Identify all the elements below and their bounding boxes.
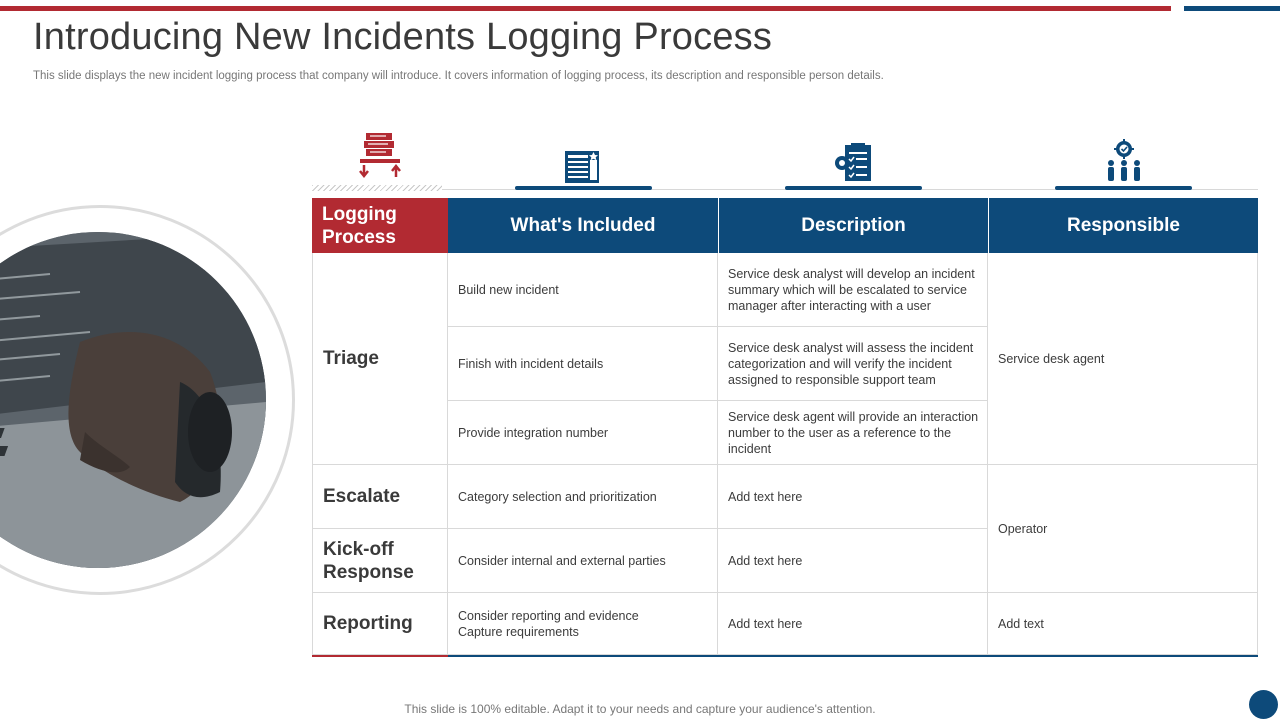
process-column-underline bbox=[312, 185, 442, 191]
header-whats-included: What's Included bbox=[448, 198, 718, 253]
slide-subtitle: This slide displays the new incident logging process that company will introduce. It covers information of logging process, its description and responsible person details. bbox=[33, 70, 884, 82]
top-accent-bar-red bbox=[0, 6, 1171, 11]
team-gear-icon bbox=[1104, 138, 1144, 182]
description-cell: Add text here bbox=[718, 465, 988, 529]
description-column-underline bbox=[785, 186, 922, 190]
top-accent-bar-blue bbox=[1184, 6, 1280, 11]
checklist-board-icon bbox=[563, 148, 601, 186]
responsible-operator: Operator bbox=[988, 465, 1258, 593]
included-cell: Build new incident bbox=[448, 253, 718, 327]
process-escalate: Escalate bbox=[312, 465, 448, 529]
included-cell: Category selection and prioritization bbox=[448, 465, 718, 529]
included-column-underline bbox=[515, 186, 652, 190]
document-stack-icon bbox=[356, 131, 404, 179]
table-bottom-border-blue bbox=[448, 655, 1258, 657]
page-indicator-dot bbox=[1249, 690, 1278, 719]
included-cell: Consider reporting and evidence Capture requirements bbox=[448, 593, 718, 655]
description-cell: Add text here bbox=[718, 529, 988, 593]
included-cell: Finish with incident details bbox=[448, 327, 718, 401]
header-responsible: Responsible bbox=[989, 198, 1258, 253]
table-bottom-border-red bbox=[312, 655, 448, 657]
process-triage: Triage bbox=[312, 253, 448, 465]
description-cell: Add text here bbox=[718, 593, 988, 655]
header-description: Description bbox=[719, 198, 988, 253]
responsible-reporting: Add text bbox=[988, 593, 1258, 655]
header-logging-process: Logging Process bbox=[312, 198, 448, 253]
clipboard-gear-icon bbox=[833, 142, 875, 184]
description-cell: Service desk analyst will assess the incident categorization and will verify the incident assigned to responsible support team bbox=[718, 327, 988, 401]
slide-title: Introducing New Incidents Logging Process bbox=[33, 16, 773, 58]
slide-footer-note: This slide is 100% editable. Adapt it to your needs and capture your audience's attention. bbox=[404, 702, 876, 716]
responsible-triage: Service desk agent bbox=[988, 253, 1258, 465]
process-reporting: Reporting bbox=[312, 593, 448, 655]
description-cell: Service desk agent will provide an interaction number to the user as a reference to the incident bbox=[718, 401, 988, 465]
included-cell: Consider internal and external parties bbox=[448, 529, 718, 593]
included-cell: Provide integration number bbox=[448, 401, 718, 465]
responsible-column-underline bbox=[1055, 186, 1192, 190]
description-cell: Service desk analyst will develop an incident summary which will be escalated to service manager after interacting with a user bbox=[718, 253, 988, 327]
process-kickoff-response: Kick-off Response bbox=[312, 529, 448, 593]
